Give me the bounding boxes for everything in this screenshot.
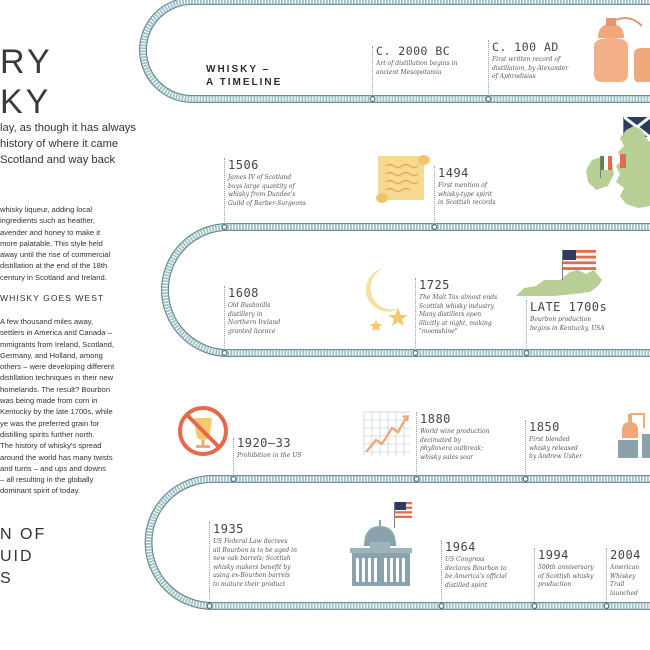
body-line: century in Scotland and Ireland. — [0, 272, 107, 282]
event-marker — [604, 604, 609, 609]
event-marker — [413, 351, 418, 356]
event-description-line: declares Bourbon to — [445, 564, 507, 572]
body-line: – all resulting in the globally — [0, 475, 94, 485]
event-description-line: whisky released — [529, 444, 578, 452]
body-line: distillation at the end of the 18th — [0, 261, 108, 271]
event-year: 1725 — [419, 278, 450, 292]
rising-chart-icon — [362, 410, 412, 458]
event-description-line: launched — [610, 589, 638, 597]
body-line: Kentucky by the late 1700s, while — [0, 407, 113, 417]
event-description-line: to mature their product — [213, 580, 286, 588]
event-marker — [486, 97, 491, 102]
event-description-line: Whiskey Trail — [610, 572, 636, 589]
event-description-line: granted licence — [228, 327, 276, 335]
event-marker — [439, 604, 444, 609]
event-description-line: using ex-Bourbon barrels — [213, 572, 291, 580]
body-line: was being made from corn in — [0, 396, 98, 406]
event-description-line: all Bourbon is to be aged in — [213, 546, 297, 554]
body-line: whisky liqueur, adding local — [0, 205, 93, 214]
event-description-line: Art of distillation begins in — [376, 60, 458, 67]
us-flag-icon — [562, 250, 598, 280]
event-year: LATE 1700s — [530, 300, 608, 314]
body-line: Germany, and Holland, among — [0, 350, 103, 360]
event-description-line: production — [538, 581, 572, 589]
timeline-title-line-1: WHISKY – — [206, 64, 271, 75]
event-description-line: in Scottish records — [438, 199, 496, 207]
bottom-heading-line: UID — [0, 548, 34, 565]
event-marker — [532, 604, 537, 609]
event-description-line: whisky makers benefit by — [213, 563, 291, 571]
british-isles-map-icon — [586, 116, 650, 208]
capitol-building-icon — [350, 502, 412, 588]
event-year: 1494 — [438, 166, 469, 180]
event-description-line: First mention of — [438, 182, 487, 189]
event-description-line: Bourbon production — [530, 316, 592, 323]
event-marker — [524, 351, 529, 356]
event-marker — [207, 604, 212, 609]
page-title-line-1: RY — [0, 43, 53, 81]
event-year: 1920–33 — [237, 436, 292, 450]
event-year: 1935 — [213, 522, 244, 536]
event-description-line: whisky from Dundee's — [228, 191, 296, 199]
event-description-line: 500th anniversary — [538, 564, 594, 571]
event-description-line: The Malt Tax almost ends — [419, 294, 498, 301]
body-line: others – were developing different — [0, 362, 115, 372]
event-description-line: US Federal Law decrees — [213, 538, 288, 545]
bottom-heading-line: N OF — [0, 526, 47, 543]
event-description-line: First written record of — [492, 56, 561, 63]
event-year: C. 2000 BC — [376, 44, 451, 58]
body-line: dominant spirit of today. — [0, 486, 81, 496]
event-description-line: of Scottish whisky — [538, 572, 594, 580]
event-description-line: by Andrew Usher — [529, 453, 583, 461]
section-subheading: WHISKY GOES WEST — [0, 293, 105, 303]
timeline-title-line-2: A TIMELINE — [206, 77, 283, 88]
body-line: and turns – and ups and downs — [0, 463, 106, 473]
event-description-line: Many distillers open — [419, 311, 482, 319]
still-equipment-icon — [616, 408, 650, 460]
event-year: C. 100 AD — [492, 40, 559, 54]
event-year: 1964 — [445, 540, 476, 554]
bottom-heading-line: S — [0, 570, 13, 587]
event-year: 2004 — [610, 548, 641, 562]
event-description-line: James IV of Scotland — [228, 174, 292, 181]
event-description-line: US Congress — [445, 556, 485, 563]
body-line: ingredients such as heather, — [0, 216, 95, 226]
event-marker — [222, 225, 227, 230]
event-year: 1880 — [420, 412, 451, 426]
body-line: A few thousand miles away, — [0, 317, 94, 326]
body-line: mmigrants from Ireland, Scotland, — [0, 339, 114, 349]
event-year: 1608 — [228, 286, 259, 300]
intro-line: lay, as though it has always — [0, 122, 136, 134]
event-description-line: "moonshine" — [419, 328, 458, 336]
event-description-line: buys large quantity of — [228, 182, 295, 190]
event-description-line: First blended — [529, 436, 570, 443]
no-drinking-icon — [176, 404, 230, 458]
event-description-line: distillation, by Alexander — [492, 64, 569, 72]
scroll-icon — [374, 152, 432, 204]
event-description-line: distillery in — [228, 310, 263, 318]
body-line: settlers in America and Canada – — [0, 328, 112, 338]
body-line: distilling spirits further north. — [0, 429, 95, 439]
intro-line: history of where it came — [0, 138, 119, 150]
event-description-line: Scottish whisky industry. — [419, 302, 495, 310]
event-marker — [222, 351, 227, 356]
event-description-line: American — [610, 564, 640, 571]
event-description-line: distilled spirit — [445, 581, 488, 589]
body-line: The history of whisky's spread — [0, 441, 102, 451]
event-description-line: of Aphrodisias — [492, 73, 536, 81]
event-marker — [523, 477, 528, 482]
body-line: around the world has many twists — [0, 452, 113, 462]
body-line: avender and honey to make it — [0, 227, 101, 237]
copper-still-icon — [590, 16, 650, 86]
event-description-line: World wine production — [420, 428, 490, 435]
moon-and-stars-icon — [360, 264, 412, 334]
event-marker — [231, 477, 236, 482]
body-line: homelands. The result? Bourbon — [0, 384, 111, 394]
page-title-line-2: KY — [0, 83, 52, 121]
body-line: distillation techniques in their new — [0, 373, 114, 383]
event-year: 1850 — [529, 420, 560, 434]
event-description-line: decimated by — [420, 436, 461, 444]
event-description-line: whisky-type spirit — [438, 190, 493, 198]
body-line: more palatable. This style held — [0, 238, 103, 248]
event-description-line: Guild of Barber-Surgeons — [228, 199, 306, 207]
event-description-line: ancient Mesopotamia — [376, 68, 442, 76]
event-description-line: Northern Ireland — [228, 319, 281, 327]
event-description-line: new oak barrels; Scottish — [213, 555, 291, 563]
event-description-line: whisky sales soar — [420, 453, 474, 461]
event-description-line: illicitly at night, making — [419, 319, 492, 327]
event-year: 1506 — [228, 158, 259, 172]
event-description-line: Prohibition in the US — [237, 452, 302, 459]
event-marker — [432, 225, 437, 230]
event-year: 1994 — [538, 548, 569, 562]
event-marker — [370, 97, 375, 102]
body-line: ye was the preferred grain for — [0, 418, 100, 428]
event-description-line: begins in Kentucky, USA — [530, 324, 605, 332]
event-description-line: phylloxera outbreak; — [420, 445, 484, 453]
event-description-line: Old Bushmills — [228, 302, 271, 309]
event-marker — [414, 477, 419, 482]
event-description-line: be America's official — [445, 573, 507, 581]
intro-line: Scotland and way back — [0, 154, 116, 166]
body-line: away until the rise of commercial — [0, 250, 111, 260]
